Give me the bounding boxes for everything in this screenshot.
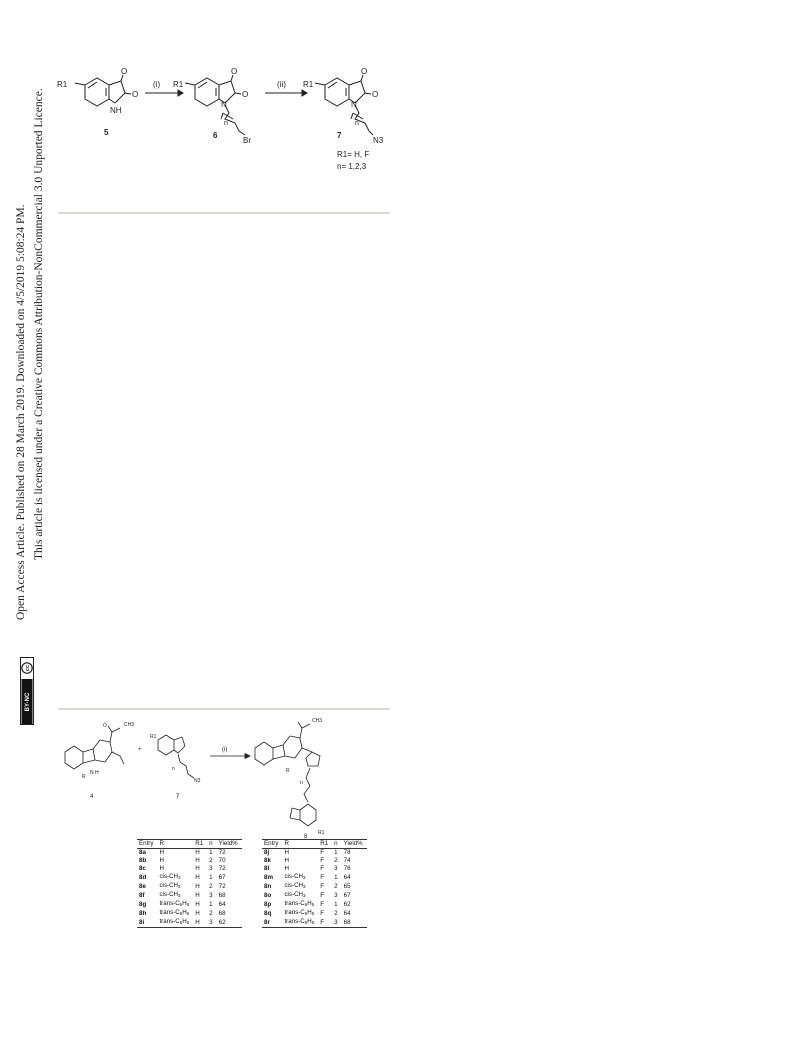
r-label: R [286, 768, 290, 774]
table-row [137, 909, 242, 918]
r1-label-5: R1 [57, 80, 68, 89]
table-cell: F [320, 900, 325, 908]
compound-4-label: 4 [90, 794, 94, 800]
table-cell: H [195, 857, 200, 864]
table-cell: 70 [218, 857, 226, 864]
compound-6-label: 6 [213, 131, 218, 140]
table-cell: 3 [332, 918, 341, 928]
scheme-divider [58, 212, 390, 214]
publication-notice: Open Access Article. Published on 28 March 2019. Downloaded on 4/5/2019 5:08:24 PM. [15, 204, 27, 620]
r1-condition: R1= H, F [337, 150, 370, 159]
table-cell: H [195, 873, 200, 881]
table-row [262, 849, 367, 858]
table-cell: 3 [334, 865, 338, 872]
table-cell: 8e [139, 882, 146, 890]
table-cell: 2 [209, 857, 213, 864]
table-cell: H [159, 865, 164, 872]
n-index-label: n [172, 766, 175, 772]
table-row [262, 909, 367, 918]
compound-7-label: 7 [337, 131, 342, 140]
n-index-label: n [300, 780, 303, 786]
table-cell: trans-$C_6H_5$ [157, 918, 193, 928]
table-cell: 64 [218, 900, 226, 908]
table-row [137, 900, 242, 909]
table-cell: 8b [139, 857, 147, 864]
oxygen-label: O [372, 90, 379, 99]
yield-table-right [262, 839, 367, 928]
r-label: R [82, 774, 86, 780]
column-header: n [332, 840, 341, 849]
scheme-2 [60, 718, 390, 838]
azide-label: N3 [373, 136, 384, 145]
table-cell: 65 [343, 882, 351, 890]
table-cell: 64 [343, 873, 351, 881]
table-cell: 1 [209, 849, 213, 856]
table-cell: 1 [209, 873, 213, 881]
table-cell: 68 [218, 891, 226, 899]
table-row [137, 918, 242, 928]
bromo-label: Br [243, 136, 251, 145]
table-row [137, 882, 242, 891]
table-row [262, 865, 367, 873]
column-header: Yield% [217, 840, 242, 849]
table-cell: 72 [218, 849, 226, 856]
table-cell: 8c [139, 865, 146, 872]
table-row [137, 865, 242, 873]
licence-sidebar [0, 0, 60, 1039]
table-cell: 2 [334, 857, 338, 864]
table-cell: cis-$CH_3$ [284, 891, 306, 898]
table-row [262, 882, 367, 891]
table-row [137, 891, 242, 900]
plus-sign: + [138, 747, 142, 753]
table-cell: 1 [209, 900, 213, 908]
r1-label-6: R1 [173, 80, 184, 89]
table-cell: 1 [334, 873, 338, 881]
table-cell: trans-$C_6H_5$ [159, 900, 190, 907]
table-cell: trans-$C_6H_5$ [159, 909, 190, 916]
indole-ring-4 [65, 746, 83, 769]
isatin-ring-7 [158, 735, 174, 755]
table-cell: 2 [209, 909, 213, 917]
table-cell: cis-$CH_3$ [284, 882, 306, 889]
column-header: Entry [262, 840, 282, 849]
table-row [262, 891, 367, 900]
table-cell: 8r [262, 918, 282, 928]
table-cell: H [284, 857, 289, 864]
compound-5-label: 5 [104, 128, 109, 137]
table-row [137, 857, 242, 865]
table-cell: H [195, 865, 200, 872]
ester-methyl-label: CH3 [124, 722, 135, 728]
table-cell: F [320, 909, 325, 917]
table-cell: cis-$CH_3$ [284, 873, 306, 880]
table-cell: H [159, 849, 164, 856]
table-cell: 3 [207, 918, 216, 928]
table-cell: F [320, 857, 325, 864]
compound-7-label: 7 [176, 794, 180, 800]
licence-notice[interactable]: This article is licensed under a Creative Commons Attribution-NonCommercial 3.0 Unported Licence. [33, 88, 45, 560]
column-header: R1 [318, 840, 332, 849]
table-cell: 8n [264, 882, 272, 890]
table-cell: H [284, 865, 289, 872]
table-cell: 8i [137, 918, 157, 928]
table-cell: H [195, 909, 200, 917]
table-cell: 3 [334, 891, 338, 899]
isatin-ring-8 [300, 804, 316, 826]
table-cell: trans-$C_6H_5$ [284, 900, 315, 907]
n-index-label: n [224, 120, 228, 127]
table-cell: H [159, 857, 164, 864]
column-header: n [207, 840, 216, 849]
table-cell: 8g [139, 900, 147, 908]
table-cell: trans-$C_6H_5$ [282, 918, 318, 928]
compound-8-label: 8 [304, 834, 308, 838]
nh-label: NH [110, 106, 122, 115]
table-cell: 67 [343, 891, 351, 899]
r1-label: R1 [150, 734, 157, 740]
table-cell: cis-$CH_3$ [159, 891, 181, 898]
table-cell: F [318, 918, 332, 928]
table-row [262, 873, 367, 882]
r1-label-7: R1 [303, 80, 314, 89]
ester-methyl-label: CH3 [312, 718, 323, 724]
nh-label: N H [90, 770, 99, 776]
cc-logo-text: cc [25, 664, 32, 672]
table-cell: 62 [343, 900, 351, 908]
n-condition: n= 1,2,3 [337, 162, 367, 171]
column-header: Entry [137, 840, 157, 849]
oxygen-label: O [132, 90, 139, 99]
table-cell: cis-$CH_3$ [159, 882, 181, 889]
yield-table-left [137, 839, 242, 928]
table-cell: 8p [264, 900, 272, 908]
nitrogen-label: N [221, 100, 227, 109]
table-cell: 76 [343, 865, 351, 872]
table-cell: 3 [209, 891, 213, 899]
oxygen-label: O [361, 67, 368, 76]
table-cell: 8o [264, 891, 272, 899]
table-row [137, 849, 242, 858]
table-cell: 8a [139, 849, 146, 856]
table-cell: 8m [264, 873, 273, 881]
scheme-1 [55, 65, 395, 180]
table-cell: 72 [218, 882, 226, 890]
triazole-ring [306, 752, 320, 766]
table-row [262, 900, 367, 909]
table-cell: trans-$C_6H_5$ [284, 909, 315, 916]
column-header: Yield% [342, 840, 367, 849]
cc-by-nc-badge[interactable] [20, 657, 34, 725]
table-cell: 8q [264, 909, 272, 917]
table-cell: 74 [343, 857, 351, 864]
column-header: R [157, 840, 193, 849]
table-cell: F [320, 891, 325, 899]
azide-label: N3 [194, 778, 201, 784]
table-cell: H [195, 849, 200, 856]
table-cell: 8d [139, 873, 147, 881]
column-header: R1 [193, 840, 207, 849]
oxygen-label: O [231, 67, 238, 76]
table-cell: F [320, 882, 325, 890]
table-cell: 8f [139, 891, 145, 899]
table-cell: 67 [218, 873, 226, 881]
table-cell: 8l [264, 865, 270, 872]
scheme-divider [58, 708, 390, 710]
by-nc-label: BY-NC [25, 692, 31, 712]
table-cell: H [195, 900, 200, 908]
table-cell: 62 [217, 918, 242, 928]
table-cell: F [320, 873, 325, 881]
table-cell: 2 [209, 882, 213, 890]
table-cell: 68 [342, 918, 367, 928]
table-cell: 2 [334, 909, 338, 917]
table-cell: H [195, 891, 200, 899]
oxygen-label: O [242, 90, 249, 99]
table-cell: 2 [334, 882, 338, 890]
column-header: R [282, 840, 318, 849]
table-cell: cis-$CH_3$ [159, 873, 181, 880]
table-cell: 64 [343, 909, 351, 917]
oxygen-label: O [121, 67, 128, 76]
step-i-label: (i) [153, 80, 161, 89]
table-cell: 1 [334, 900, 338, 908]
nitrogen-label: N [351, 100, 357, 109]
table-cell: F [320, 865, 325, 872]
table-cell: 8k [264, 857, 271, 864]
table-cell: 1 [334, 849, 338, 856]
step-i-label: (i) [222, 747, 228, 753]
table-cell: 8j [264, 849, 270, 856]
table-cell: 72 [218, 865, 226, 872]
r1-label: R1 [318, 830, 325, 836]
table-cell: H [195, 882, 200, 890]
oxygen-label: O [103, 723, 107, 729]
table-cell: F [320, 849, 325, 856]
table-cell: 8h [139, 909, 147, 917]
table-cell: 68 [218, 909, 226, 917]
table-cell: H [284, 849, 289, 856]
table-cell: 3 [209, 865, 213, 872]
n-index-label: n [355, 120, 359, 127]
indole-ring-8 [255, 742, 273, 765]
table-row [137, 873, 242, 882]
table-cell: H [193, 918, 207, 928]
table-row [262, 857, 367, 865]
table-cell: 78 [343, 849, 351, 856]
table-row [262, 918, 367, 928]
step-ii-label: (ii) [277, 80, 286, 89]
